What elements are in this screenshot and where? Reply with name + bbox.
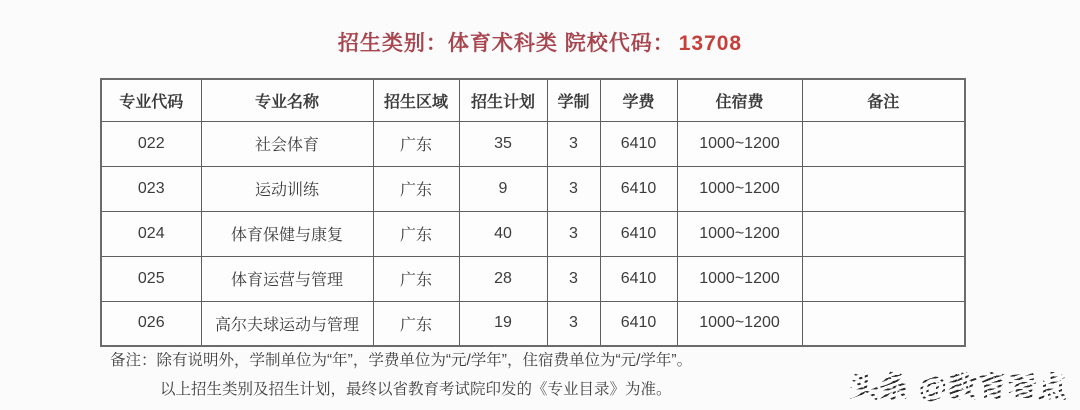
cell-duration: 3 <box>547 256 600 301</box>
column-header-tuition: 学费 <box>600 79 677 121</box>
admission-plan-table <box>100 78 966 347</box>
column-header-region: 招生区域 <box>373 79 459 121</box>
cell-plan: 9 <box>459 166 547 211</box>
school-code: 13708 <box>678 32 743 55</box>
cell-tuition: 6410 <box>600 211 677 256</box>
cell-duration: 3 <box>547 211 600 256</box>
cell-plan: 40 <box>459 211 547 256</box>
cell-remarks <box>802 256 965 301</box>
table-row <box>101 211 965 256</box>
column-header-accommodation: 住宿费 <box>677 79 802 121</box>
table-row <box>101 256 965 301</box>
cell-region: 广东 <box>373 211 459 256</box>
cell-region: 广东 <box>373 121 459 166</box>
cell-major-code: 026 <box>101 301 201 346</box>
column-header-major-name: 专业名称 <box>201 79 373 121</box>
cell-major-code: 025 <box>101 256 201 301</box>
cell-tuition: 6410 <box>600 301 677 346</box>
cell-major-name: 高尔夫球运动与管理 <box>201 301 373 346</box>
cell-major-code: 024 <box>101 211 201 256</box>
column-header-duration: 学制 <box>547 79 600 121</box>
cell-major-name: 体育运营与管理 <box>201 256 373 301</box>
cell-major-name: 体育保健与康复 <box>201 211 373 256</box>
header-row <box>101 79 965 121</box>
cell-major-code: 023 <box>101 166 201 211</box>
table-row <box>101 166 965 211</box>
cell-duration: 3 <box>547 121 600 166</box>
watermark: 头条 @教育看点 <box>850 365 1068 406</box>
cell-accommodation: 1000~1200 <box>677 211 802 256</box>
cell-plan: 19 <box>459 301 547 346</box>
cell-tuition: 6410 <box>600 166 677 211</box>
cell-tuition: 6410 <box>600 121 677 166</box>
cell-plan: 28 <box>459 256 547 301</box>
cell-accommodation: 1000~1200 <box>677 121 802 166</box>
cell-remarks <box>802 166 965 211</box>
cell-tuition: 6410 <box>600 256 677 301</box>
table-row <box>101 121 965 166</box>
highlighted-remark-cell <box>802 301 965 346</box>
cell-region: 广东 <box>373 166 459 211</box>
cell-remarks <box>802 211 965 256</box>
page-title <box>0 27 1080 57</box>
cell-accommodation: 1000~1200 <box>677 301 802 346</box>
cell-region: 广东 <box>373 256 459 301</box>
cell-region: 广东 <box>373 301 459 346</box>
cell-duration: 3 <box>547 166 600 211</box>
note-line-2: 以上招生类别及招生计划，最终以省教育考试院印发的《专业目录》为准。 <box>160 381 672 398</box>
cell-major-name: 社会体育 <box>201 121 373 166</box>
note-line-1: 备注：除有说明外，学制单位为“年”，学费单位为“元/学年”，住宿费单位为“元/学年”。 <box>110 352 693 369</box>
cell-major-name: 运动训练 <box>201 166 373 211</box>
table-row <box>101 301 965 346</box>
cell-accommodation: 1000~1200 <box>677 256 802 301</box>
title-text: 招生类别：体育术科类 院校代码： <box>337 32 675 55</box>
column-header-remarks: 备注 <box>802 79 965 121</box>
cell-remarks <box>802 121 965 166</box>
column-header-major-code: 专业代码 <box>101 79 201 121</box>
cell-major-code: 022 <box>101 121 201 166</box>
cell-duration: 3 <box>547 301 600 346</box>
footer-notes <box>110 346 692 404</box>
cell-accommodation: 1000~1200 <box>677 166 802 211</box>
column-header-plan: 招生计划 <box>459 79 547 121</box>
cell-plan: 35 <box>459 121 547 166</box>
